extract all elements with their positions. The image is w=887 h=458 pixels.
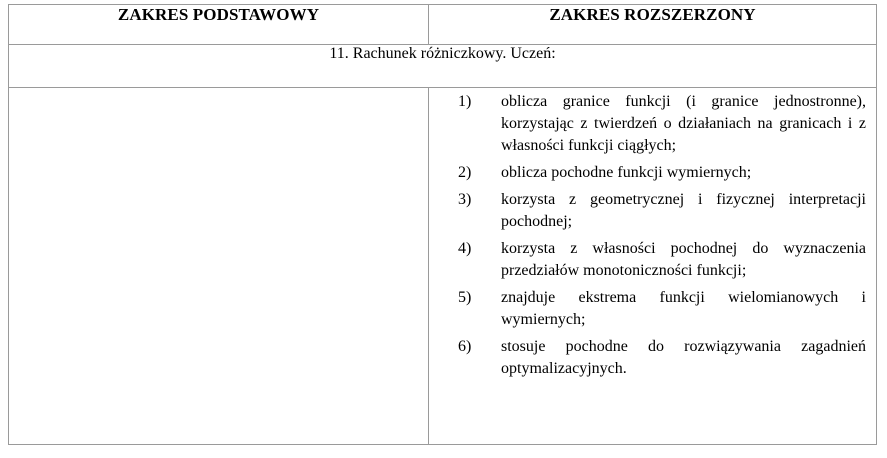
item-text: stosuje pochodne do rozwiązywania zagadnień optymalizacyjnych. [501, 338, 866, 377]
content-row [9, 88, 877, 445]
item-text: oblicza granice funkcji (i granice jednostronne), korzystając z twierdzeń o działaniach na granicach i z własności funkcji ciągłych; [501, 93, 866, 154]
curriculum-table [8, 4, 877, 445]
basic-scope-cell [9, 88, 429, 445]
list-item [429, 189, 868, 233]
extended-requirements-list [429, 88, 876, 380]
extended-scope-cell [429, 88, 877, 445]
list-item [429, 162, 868, 184]
item-number: 6) [458, 338, 472, 355]
header-basic-scope: ZAKRES PODSTAWOWY [9, 5, 429, 45]
section-row [9, 45, 877, 88]
section-title: 11. Rachunek różniczkowy. Uczeń: [9, 45, 877, 88]
header-extended-scope: ZAKRES ROZSZERZONY [429, 5, 877, 45]
item-number: 1) [458, 93, 472, 110]
item-number: 2) [458, 164, 472, 181]
item-text: korzysta z geometrycznej i fizycznej interpretacji pochodnej; [501, 191, 866, 230]
header-row [9, 5, 877, 45]
item-number: 3) [458, 191, 472, 208]
list-item [429, 91, 868, 157]
item-text: oblicza pochodne funkcji wymiernych; [501, 164, 752, 181]
list-item [429, 238, 868, 282]
item-text: znajduje ekstrema funkcji wielomianowych i wymiernych; [501, 289, 866, 328]
list-item [429, 287, 868, 331]
item-text: korzysta z własności pochodnej do wyznaczenia przedziałów monotoniczności funkcji; [501, 240, 866, 279]
item-number: 4) [458, 240, 472, 257]
item-number: 5) [458, 289, 472, 306]
list-item [429, 336, 868, 380]
curriculum-table-frame [8, 4, 876, 447]
